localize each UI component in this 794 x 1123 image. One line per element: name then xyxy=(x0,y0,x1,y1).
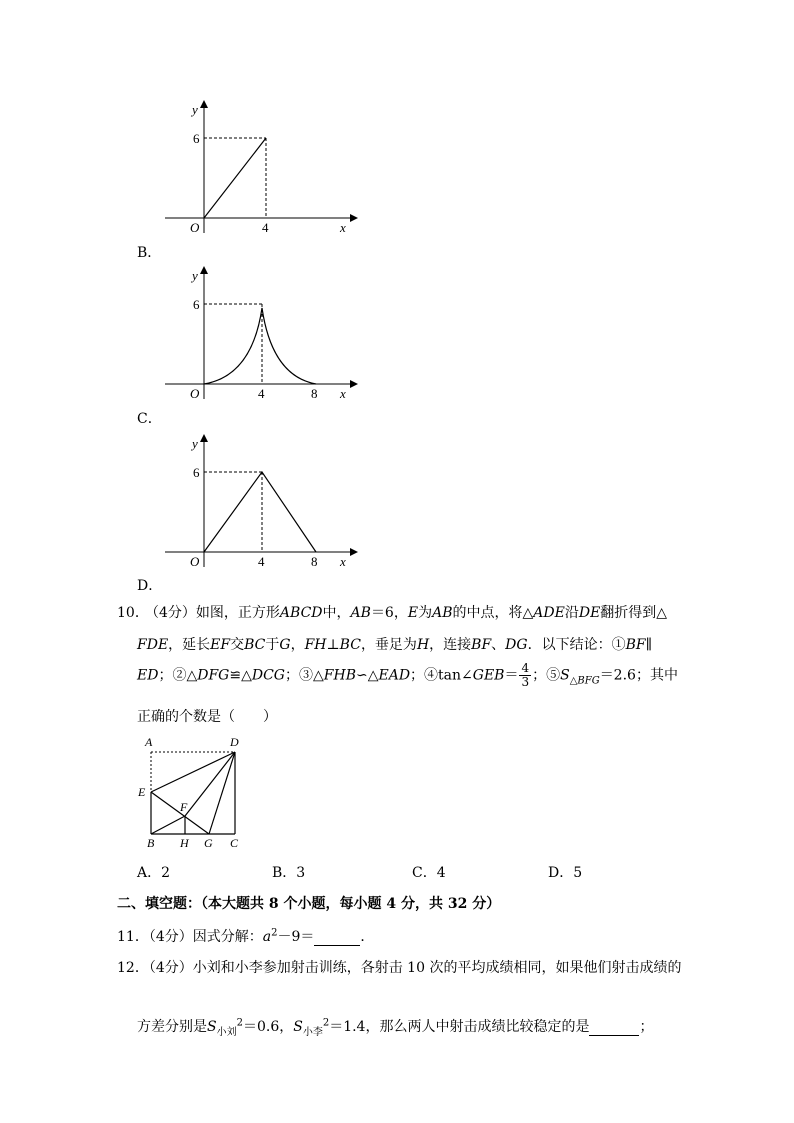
label-h: H xyxy=(180,836,189,850)
graph-c-y-arrow xyxy=(200,266,208,274)
q10-line1: （4分）如图，正方形ABCD中，AB＝6，E为AB的中点，将△ADE沿DE翻折得到△ xyxy=(145,605,668,621)
graph-d-y-label: y xyxy=(192,436,198,451)
graph-b-curve xyxy=(204,138,266,218)
graph-d-label: D． xyxy=(137,578,163,594)
graph-b-x-label: x xyxy=(340,220,346,235)
section-title: 二、填空题：（本大题共 8 个小题，每小题 4 分，共 32 分） xyxy=(117,896,501,912)
label-b: B xyxy=(147,836,155,850)
graph-b-y-label: y xyxy=(192,102,198,117)
q11: 11．（4分）因式分解：$a^2-9=$ ． xyxy=(117,927,375,945)
q10-option-c: C．4 xyxy=(412,865,446,881)
q10-option-a: A．2 xyxy=(137,865,171,881)
q12-line1: 12．（4分）小刘和小李参加射击训练，各射击 10 次的平均成绩相同，如果他们射击成绩的 xyxy=(117,960,682,976)
label-e: E xyxy=(138,785,146,799)
q12-line2: 方差分别是$S_{小刘}^2=0.6$，$S_{小李}^2=1.4$，那么两人中射击成绩比较稳定的是 ； xyxy=(137,1017,654,1038)
label-d: D xyxy=(230,735,239,749)
segment-dg xyxy=(209,752,235,834)
label-a: A xyxy=(145,735,153,749)
segment-df xyxy=(185,752,235,816)
graph-d-y-arrow xyxy=(200,434,208,442)
graph-c-x-tick-8: 8 xyxy=(311,386,318,401)
graph-d-curve xyxy=(204,472,316,552)
label-g: G xyxy=(204,836,213,850)
graph-d-x-label: x xyxy=(340,554,346,569)
graph-d-origin: O xyxy=(190,554,200,569)
graph-c-label: C． xyxy=(137,411,162,427)
q11-answer-blank[interactable] xyxy=(314,929,360,946)
graph-b-y-arrow xyxy=(200,100,208,108)
graph-b-origin: O xyxy=(190,220,200,235)
q10-figure xyxy=(136,732,246,850)
segment-ed xyxy=(151,752,235,792)
graph-d-x-arrow xyxy=(350,548,358,556)
graph-c-y-label: y xyxy=(192,268,198,283)
label-f: F xyxy=(180,800,188,814)
q12-answer-blank[interactable] xyxy=(589,1019,639,1036)
graph-c-x-tick-4: 4 xyxy=(258,386,265,401)
graph-b-label: B． xyxy=(137,245,162,261)
graph-c-y-tick: 6 xyxy=(193,297,200,312)
graph-d-x-tick-8: 8 xyxy=(311,554,318,569)
q10-line4: 正确的个数是（ ） xyxy=(137,709,277,725)
q10-option-b: B．3 xyxy=(272,865,306,881)
label-c: C xyxy=(230,836,239,850)
graph-b-x-arrow xyxy=(350,214,358,222)
q10-option-d: D．5 xyxy=(548,865,583,881)
graph-d xyxy=(160,432,360,572)
graph-c-curve xyxy=(204,308,316,384)
q10-fraction: $\frac{4}{3}$ xyxy=(521,661,530,689)
graph-d-y-tick: 6 xyxy=(193,465,200,480)
q10-line3: ED；②△DFG≌△DCG；③△FHB∽△EAD；④tan∠GEB＝ $\frac{4}{3}$ ；$⑤S_{\triangle BFG}=2.6$；其中 xyxy=(137,661,678,689)
graph-d-x-tick-4: 4 xyxy=(258,554,265,569)
q10-line2: FDE，延长EF交BC于G，FH⊥BC，垂足为H，连接BF、DG．以下结论：①BF∥ xyxy=(137,637,653,653)
segment-bf xyxy=(151,816,185,834)
graph-b xyxy=(160,98,360,238)
graph-c-x-label: x xyxy=(340,386,346,401)
graph-b-y-tick: 6 xyxy=(193,131,200,146)
graph-c-x-arrow xyxy=(350,380,358,388)
graph-b-x-tick-4: 4 xyxy=(262,220,269,235)
graph-c-origin: O xyxy=(190,386,200,401)
q10-number: 10． xyxy=(117,605,149,621)
graph-c xyxy=(160,264,360,404)
